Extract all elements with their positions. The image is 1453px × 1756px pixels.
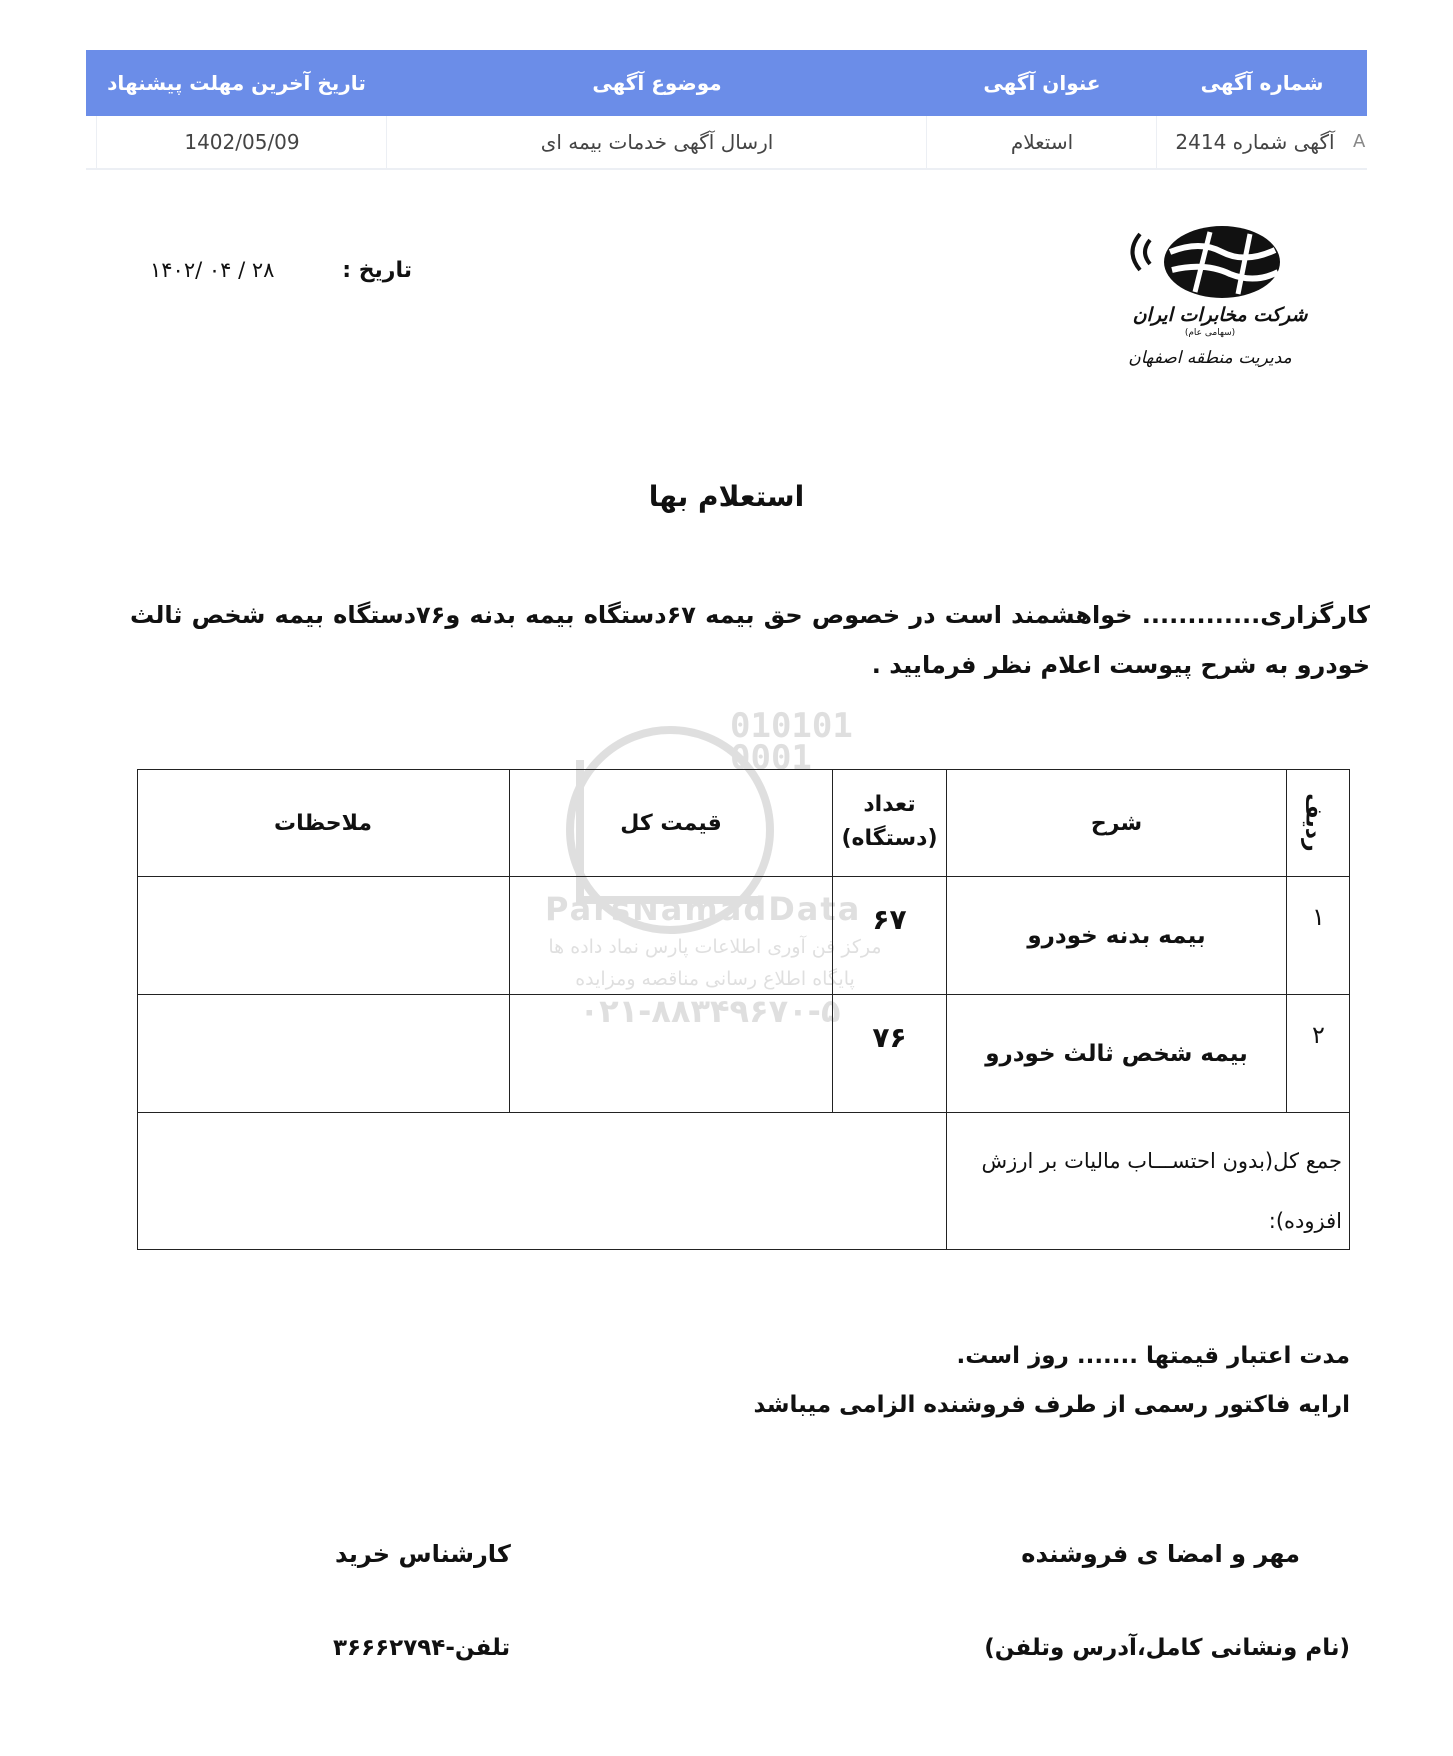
th-quantity: تعداد (دستگاه) — [832, 769, 946, 876]
col-header-deadline: تاریخ آخرین مهلت پیشنهاد — [107, 71, 366, 95]
watermark-brand: ParsNamadData — [545, 890, 862, 928]
row1-total-price — [509, 876, 832, 994]
listing-header — [86, 50, 1367, 116]
telecom-emblem-icon — [1110, 222, 1330, 312]
listing-subject[interactable]: ارسال آگهی خدمات بیمه ای — [386, 116, 927, 168]
th-total-price: قیمت کل — [509, 769, 832, 876]
watermark-line1: مرکز فن آوری اطلاعات پارس نماد داده ها — [548, 936, 882, 958]
watermark-binary-1: 010101 — [730, 706, 853, 746]
row2-total-price — [509, 994, 832, 1112]
total-label: جمع کل(بدون احتســـاب مالیات بر ارزش افزوده): — [981, 1149, 1342, 1233]
buyer-label: کارشناس خرید — [335, 1540, 511, 1568]
document-title: استعلام بها — [648, 480, 805, 513]
col-header-number: شماره آگهی — [1200, 71, 1324, 95]
validity-note: مدت اعتبار قیمتها ....... روز است. — [956, 1343, 1350, 1369]
watermark-line2: پایگاه اطلاع رسانی مناقصه ومزایده — [575, 968, 855, 990]
listing-row[interactable] — [86, 116, 1367, 170]
row-edge-text: A — [1353, 131, 1366, 152]
th-notes: ملاحظات — [137, 769, 509, 876]
listing-deadline: 1402/05/09 — [96, 116, 387, 168]
row1-no: ۱ — [1286, 876, 1350, 994]
date-value: ۱۴۰۲/ ۰۴ / ۲۸ — [150, 258, 275, 282]
th-description: شرح — [946, 769, 1286, 876]
row2-no: ۲ — [1286, 994, 1350, 1112]
logo-region: مدیریت منطقه اصفهان — [1128, 348, 1292, 368]
listing-type: استعلام — [926, 116, 1157, 168]
logo-company-name: شرکت مخابرات ایران — [1132, 304, 1308, 326]
request-paragraph: کارگزاری............. خواهشمند است در خصوص حق بیمه ۶۷دستگاه بیمه بدنه و۷۶دستگاه بیمه شخص ثالث خودرو به شرح پیوست اعلام نظر فرمایید . — [130, 601, 1371, 679]
logo-company-sub: (سهامی عام) — [1184, 328, 1236, 338]
seller-signature-label: مهر و امضا ی فروشنده — [1021, 1540, 1300, 1568]
watermark-binary-2: 0001 — [730, 738, 812, 778]
seller-details-label: (نام ونشانی کامل،آدرس وتلفن) — [984, 1635, 1350, 1661]
listing-number[interactable]: آگهی شماره 2414 — [1156, 116, 1353, 168]
company-logo — [1110, 222, 1330, 382]
row1-notes — [137, 876, 509, 994]
col-header-title: عنوان آگهی — [983, 71, 1101, 95]
items-table — [137, 769, 1350, 1250]
row2-notes — [137, 994, 509, 1112]
col-header-subject: موضوع آگهی — [592, 71, 722, 95]
th-row-no: ردیف — [1286, 769, 1350, 876]
watermark-phone: ۰۲۱-۸۸۳۴۹۶۷۰-۵ — [579, 992, 841, 1030]
buyer-phone: تلفن-۳۶۶۶۲۷۹۴ — [333, 1635, 511, 1661]
invoice-note: ارایه فاکتور رسمی از طرف فروشنده الزامی میباشد — [753, 1392, 1350, 1418]
row1-description: بیمه بدنه خودرو — [946, 876, 1286, 994]
total-label-cell — [946, 1112, 1350, 1250]
date-label: تاریخ : — [342, 258, 412, 283]
row2-quantity: ۷۶ — [832, 994, 946, 1112]
total-value-cell — [137, 1112, 946, 1250]
row1-quantity: ۶۷ — [832, 876, 946, 994]
row2-description: بیمه شخص ثالث خودرو — [946, 994, 1286, 1112]
